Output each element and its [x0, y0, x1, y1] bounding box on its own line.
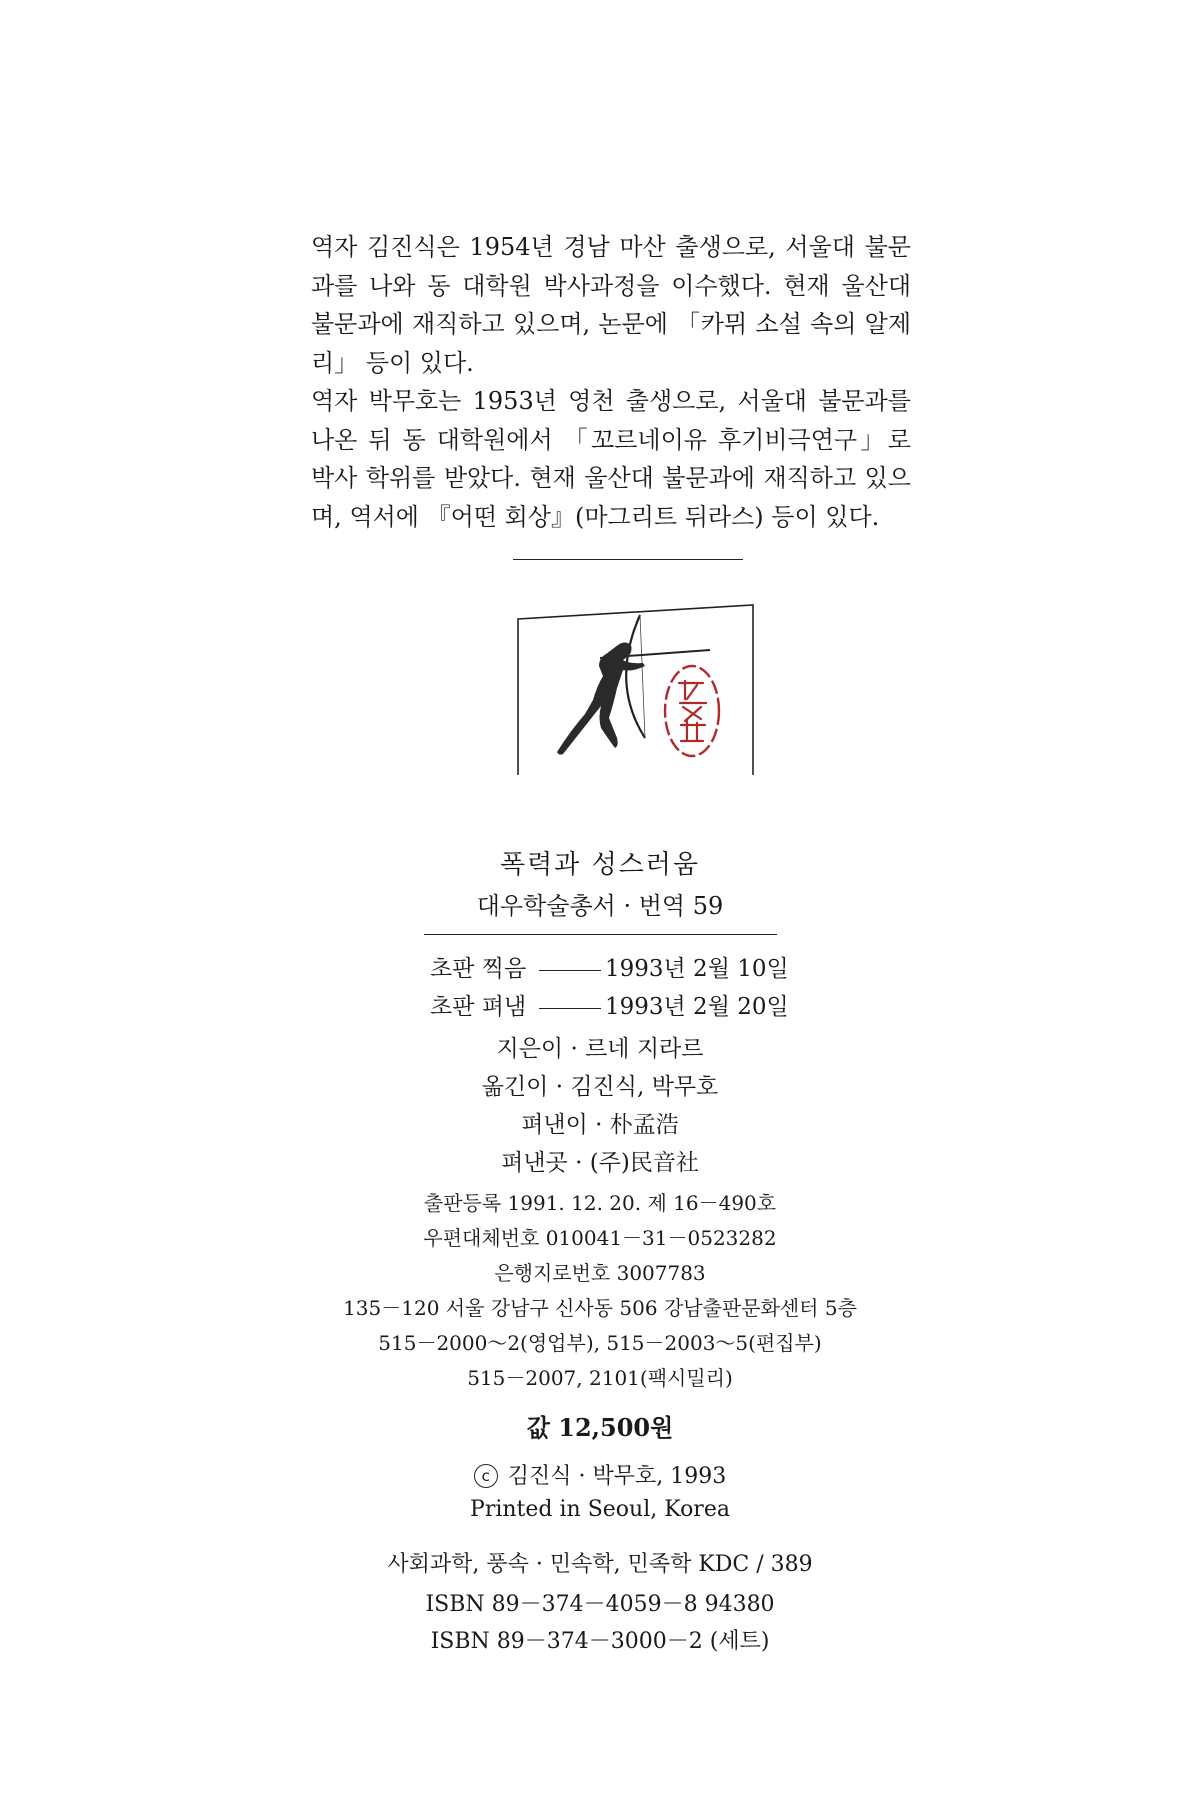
price-line: 값 12,500원 — [526, 1413, 674, 1442]
publisher-company-line: 펴낸곳 · (주)民音社 — [501, 1150, 699, 1176]
copyright-icon: c — [474, 1464, 498, 1488]
colophon-rule — [424, 934, 777, 935]
first-publishing-date: 1993년 2월 20일 — [605, 994, 789, 1020]
address-line: 135－120 서울 강남구 신사동 506 강남출판문화센터 5층 — [343, 1296, 857, 1320]
first-printing-date: 1993년 2월 10일 — [605, 956, 789, 982]
giro-line: 은행지로번호 3007783 — [494, 1261, 706, 1285]
copyright-line — [0, 1459, 1200, 1490]
isbn-line-1: ISBN 89－374－4059－8 94380 — [425, 1592, 775, 1617]
printed-in-line: Printed in Seoul, Korea — [470, 1497, 730, 1522]
leader-dash — [539, 1008, 601, 1009]
series-name: 대우학술총서 · 번역 59 — [476, 892, 724, 920]
phones-line: 515－2000～2(영업부), 515－2003～5(편집부) — [378, 1331, 822, 1355]
first-printing-label: 초판 찍음 — [430, 956, 527, 982]
book-title: 폭력과 성스러움 — [499, 850, 701, 880]
fax-line: 515－2007, 2101(팩시밀리) — [467, 1366, 733, 1390]
registration-line: 출판등록 1991. 12. 20. 제 16－490호 — [423, 1191, 777, 1215]
bio-kim-jinsik: 역자 김진식은 1954년 경남 마산 출생으로, 서울대 불문과를 나와 동 대학원 박사과정을 이수했다. 현재 울산대 불문과에 재직하고 있으며, 논문에 「카뮈 소설 속의 알제리」 등이 있다. — [311, 233, 911, 377]
first-publishing-label: 초판 펴냄 — [430, 994, 527, 1020]
first-publishing-row — [430, 988, 789, 1021]
translators-line: 옮긴이 · 김진식, 박무호 — [481, 1074, 719, 1100]
author-line: 지은이 · 르네 지라르 — [496, 1036, 704, 1062]
isbn-line-2: ISBN 89－374－3000－2 (세트) — [430, 1629, 770, 1654]
postal-transfer-line: 우편대체번호 010041－31－0523282 — [423, 1226, 777, 1250]
classification-line: 사회과학, 풍속 · 민속학, 민족학 KDC / 389 — [387, 1552, 813, 1577]
copyright-text: 김진식 · 박무호, 1993 — [507, 1464, 727, 1489]
leader-dash — [539, 970, 601, 971]
publisher-person-line: 펴낸이 · 朴孟浩 — [521, 1112, 679, 1138]
first-printing-row — [430, 950, 789, 983]
bio-park-muho: 역자 박무호는 1953년 영천 출생으로, 서울대 불문과를 나온 뒤 동 대학원에서 「꼬르네이유 후기비극연구」로 박사 학위를 받았다. 현재 울산대 불문과에 재직하고 있으며, 역서에 『어떤 회상』(마그리트 뒤라스) 등이 있다. — [311, 387, 911, 531]
